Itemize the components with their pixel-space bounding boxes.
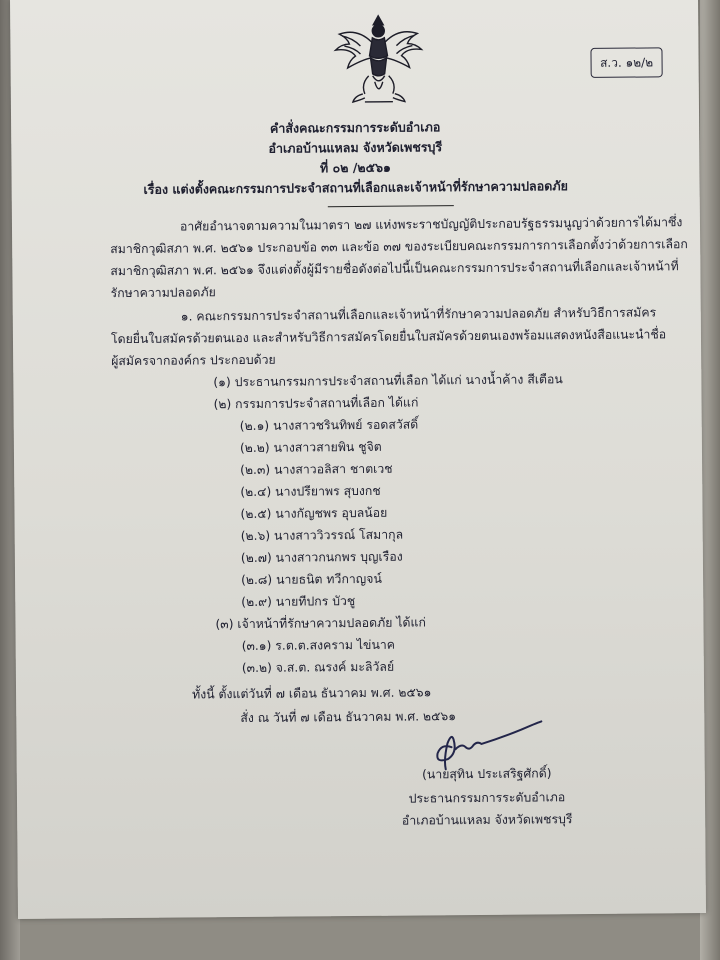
member-2-6: (๒.๖) นางสาววิวรรณ์ โสมากุล: [240, 527, 404, 544]
member-2-8: (๒.๘) นายธนิต ทวีกาญจน์: [241, 571, 382, 588]
order-number: ที่ ๐๒ /๒๕๖๑: [319, 159, 392, 176]
para1-line2: สมาชิกวุฒิสภา พ.ศ. ๒๕๖๑ ประกอบข้อ ๓๓ และข้อ ๓๗ ของระเบียบคณะกรรมการการเลือกตั้งว่าด้วยการเลือก: [110, 237, 688, 257]
signer-position: ประธานกรรมการระดับอำเภอ: [408, 790, 566, 806]
item2-committee: (๒) กรรมการประจำสถานที่เลือก ได้แก่: [213, 395, 419, 412]
guard-3-1: (๓.๑) ร.ต.ต.สงคราม ไข่นาค: [241, 637, 396, 654]
member-2-9: (๒.๙) นายทีปกร บัวชู: [241, 594, 356, 610]
signer-office: อำเภอบ้านแหลม จังหวัดเพชรบุรี: [401, 812, 573, 828]
member-2-4: (๒.๔) นางปรียาพร สุบงกช: [240, 483, 381, 500]
member-2-1: (๒.๑) นางสาวชรินทิพย์ รอดสวัสดิ์: [239, 417, 419, 434]
para1-line3: สมาชิกวุฒิสภา พ.ศ. ๒๕๖๑ จึงแต่งตั้งผู้มีรายชื่อดังต่อไปนี้เป็นคณะกรรมการประจำสถานที่เลือกและเจ้าหน้าที่: [110, 259, 679, 279]
para1-line4: รักษาความปลอดภัย: [110, 285, 216, 301]
signer-name: (นายสุทิน ประเสริฐศักดิ์): [422, 766, 552, 782]
header-divider: [328, 205, 454, 207]
member-2-2: (๒.๒) นางสาวสายพิน ชูจิต: [239, 439, 382, 456]
item3-security: (๓) เจ้าหน้าที่รักษาความปลอดภัย ได้แก่: [215, 615, 426, 632]
effective-date: ทั้งนี้ ตั้งแต่วันที่ ๗ เดือน ธันวาคม พ.ศ. ๒๕๖๑: [192, 685, 432, 702]
ordered-date: สั่ง ณ วันที่ ๗ เดือน ธันวาคม พ.ศ. ๒๕๖๑: [240, 709, 457, 726]
member-2-7: (๒.๗) นางสาวกนกพร บุญเรือง: [240, 549, 403, 566]
subject-line: เรื่อง แต่งตั้งคณะกรรมการประจำสถานที่เลือกและเจ้าหน้าที่รักษาความปลอดภัย: [143, 178, 568, 197]
guard-3-2: (๓.๒) จ.ส.ต. ณรงค์ มะลิวัลย์: [241, 659, 395, 676]
header-line2: อำเภอบ้านแหลม จังหวัดเพชรบุรี: [268, 139, 443, 156]
para2-line1: ๑. คณะกรรมการประจำสถานที่เลือกและเจ้าหน้าที่รักษาความปลอดภัย สำหรับวิธีการสมัคร: [180, 305, 657, 324]
para2-line2: โดยยื่นใบสมัครด้วยตนเอง และสำหรับวิธีการสมัครโดยยื่นใบสมัครด้วยตนเองพร้อมแสดงหนังสือแนะนำชื่อ: [110, 327, 667, 347]
header-line1: คำสั่งคณะกรรมการระดับอำเภอ: [269, 119, 441, 136]
document-code-box: ส.ว. ๑๒/๒: [590, 47, 662, 78]
para2-line3: ผู้สมัครจากองค์กร ประกอบด้วย: [111, 352, 276, 369]
member-2-5: (๒.๕) นางกัญชพร อุบลน้อย: [240, 505, 388, 522]
garuda-emblem-icon: [328, 5, 429, 110]
member-2-3: (๒.๓) นางสาวอลิสา ชาตเวช: [240, 461, 393, 478]
document-paper: [10, 0, 706, 919]
para1-line1: อาศัยอำนาจตามความในมาตรา ๒๗ แห่งพระราชบัญญัติประกอบรัฐธรรมนูญว่าด้วยการได้มาซึ่ง: [179, 215, 683, 234]
item1-chairman: (๑) ประธานกรรมการประจำสถานที่เลือก ได้แก่ นางน้ำค้าง สีเตือน: [213, 372, 563, 390]
